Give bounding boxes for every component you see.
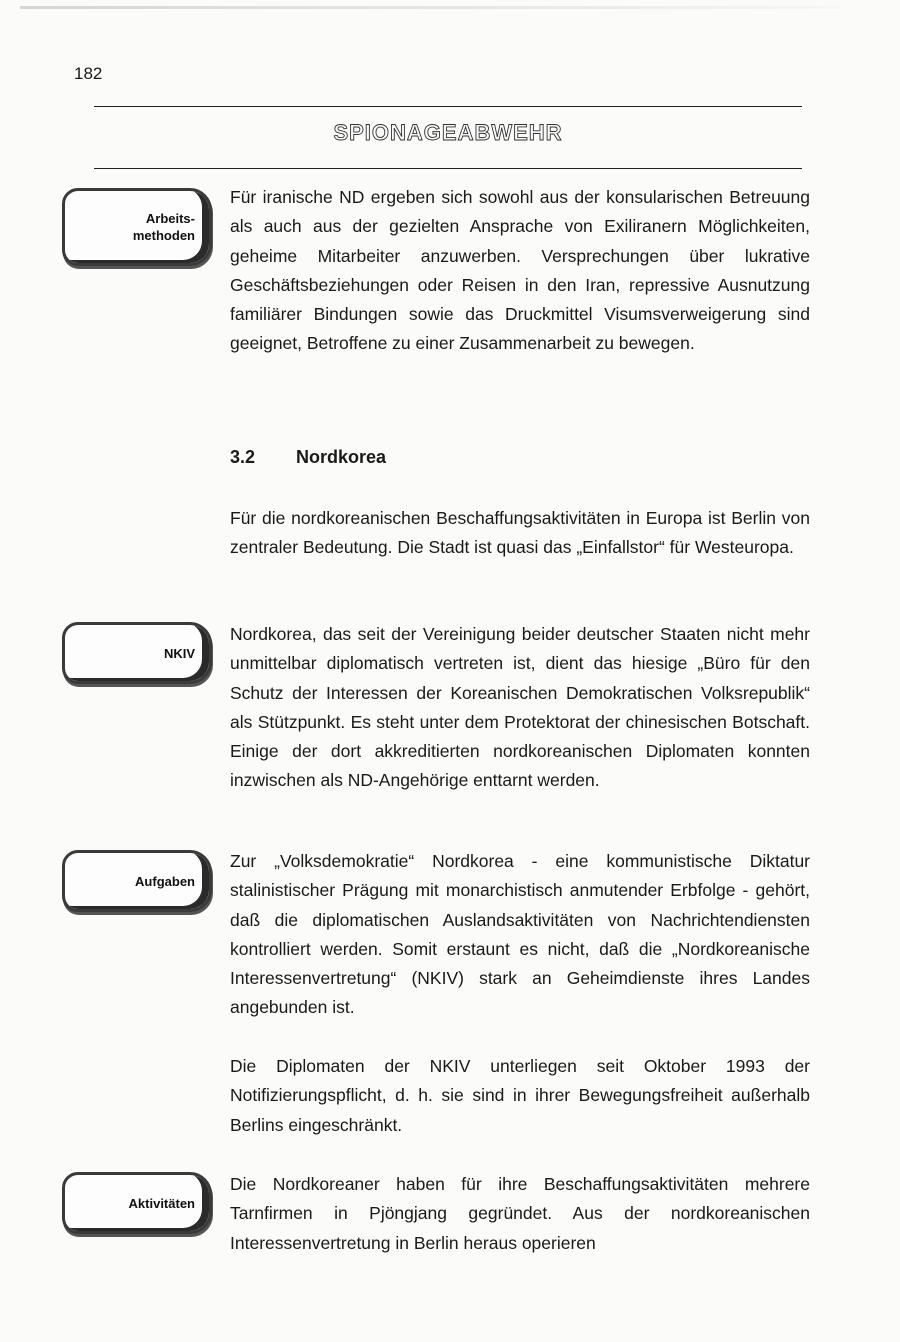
- paragraph-iran: Für iranische ND ergeben sich sowohl aus der konsularischen Betreuung als auch aus der gezielten Ansprache von Exiliranern Möglichkeiten, geheime Mitarbeiter anzuwerben. Versprechungen über lukrative Geschäftsbeziehungen oder Reisen in den Iran, repressive Ausnutzung familiärer Bindungen sowie das Druckmittel Visumsverweigerung sind geeignet, Betroffene zu einer Zusammenarbeit zu bewegen.: [230, 187, 810, 354]
- margin-tag-aufgaben: Aufgaben: [62, 850, 212, 912]
- margin-tag-nkiv: NKIV: [62, 622, 212, 684]
- margin-tag-arbeitsmethoden-line1: Arbeits-: [145, 211, 195, 226]
- section-number: 3.2: [230, 447, 256, 467]
- paragraph-aufgaben: Zur „Volksdemokratie“ Nordkorea - eine kommunistische Diktatur stalinistischer Prägung mit monarchistisch anmutender Erbfolge - gehört, daß die diplomatischen Auslandsaktivitäten von Nachrichtendiensten kontrolliert werden. Somit erstaunt es nicht, daß die „Nordkoreanische Interessenvertretung“ (NKIV) stark an Geheimdienste ihres Landes angebunden ist.: [230, 851, 810, 1018]
- margin-tag-arbeitsmethoden-line2: methoden: [132, 228, 195, 243]
- paragraph-berlin: Für die nordkoreanischen Beschaffungsaktivitäten in Europa ist Berlin von zentraler Bedeutung. Die Stadt ist quasi das „Einfallstor“ für Westeuropa.: [230, 508, 810, 558]
- margin-tag-arbeitsmethoden: [62, 188, 212, 266]
- section-title: Nordkorea: [296, 447, 387, 467]
- header-rule-top: [94, 106, 802, 107]
- section-heading: [230, 447, 386, 468]
- scan-edge: [20, 6, 840, 9]
- paragraph-aktivitaeten: Die Nordkoreaner haben für ihre Beschaffungsaktivitäten mehrere Tarnfirmen in Pjöngjang gegründet. Aus der nordkoreanischen Interessenvertretung in Berlin heraus operieren: [230, 1174, 810, 1253]
- paragraph-nkiv: Nordkorea, das seit der Vereinigung beider deutscher Staaten nicht mehr unmittelbar diplomatisch vertreten ist, dient das hiesige „Büro für den Schutz der Interessen der Koreanischen Demokratischen Volksrepublik“ als Stützpunkt. Es steht unter dem Protektorat der chinesischen Botschaft. Einige der dort akkreditierten nordkoreanischen Diplomaten konnten inzwischen als ND-Angehörige enttarnt werden.: [230, 624, 810, 791]
- margin-tag-aktivitaeten: Aktivitäten: [62, 1172, 212, 1234]
- page-number: 182: [74, 64, 103, 83]
- running-head: SPIONAGEABWEHR: [333, 120, 563, 145]
- paragraph-notifizierung: Die Diplomaten der NKIV unterliegen seit Oktober 1993 der Notifizierungspflicht, d. h. sie sind in ihrer Bewegungsfreiheit außerhalb Berlins eingeschränkt.: [230, 1056, 810, 1135]
- header-rule-bottom: [94, 168, 802, 169]
